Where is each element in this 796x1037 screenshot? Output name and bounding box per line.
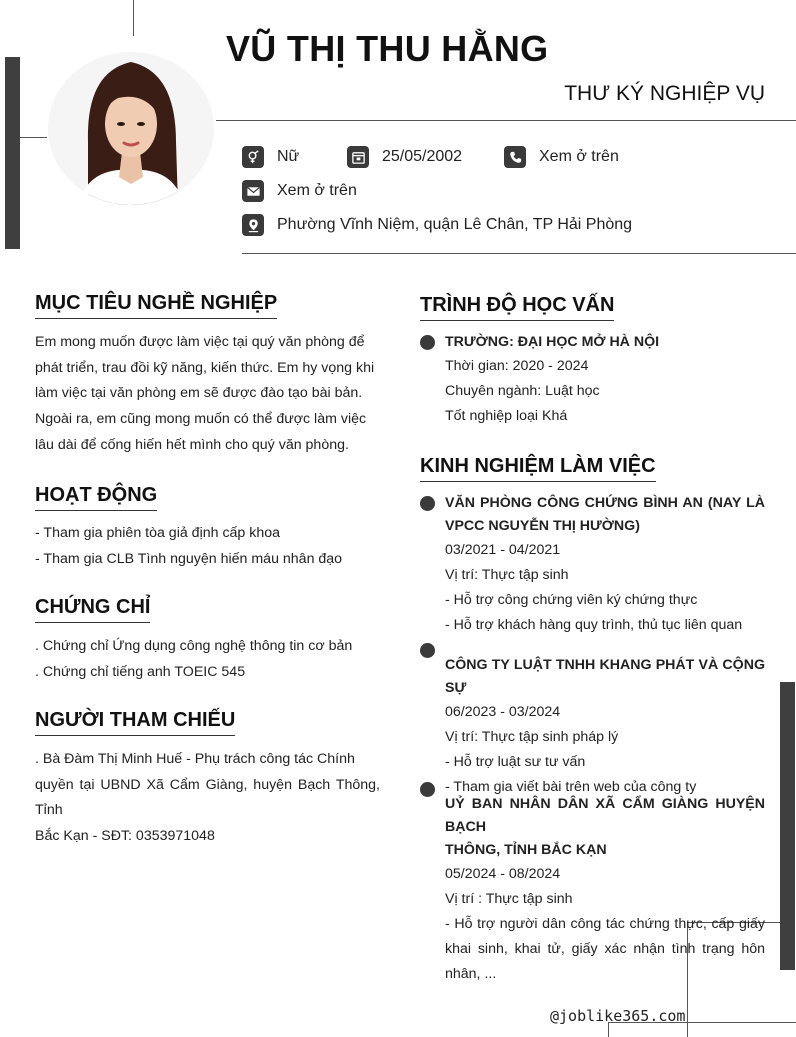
objective-text xyxy=(35,330,380,459)
email-value: Xem ở trên xyxy=(277,182,357,199)
experience-entry xyxy=(445,793,765,987)
education-title: TRÌNH ĐỘ HỌC VẤN xyxy=(420,294,614,321)
certificate-item: . Chứng chỉ tiếng anh TOEIC 545 xyxy=(35,663,246,680)
candidate-name: VŨ THỊ THU HẰNG xyxy=(226,28,549,69)
timeline-dot xyxy=(420,643,435,658)
experience-entry xyxy=(445,492,765,638)
reference-line: quyền tại UBND Xã Cẩm Giàng, huyện Bạch Thông, Tỉnh xyxy=(35,776,380,819)
company-name: VPCC NGUYỄN THỊ HƯỜNG) xyxy=(445,518,640,534)
email-icon xyxy=(242,180,264,202)
education-entry xyxy=(445,331,765,429)
top-vertical-rule xyxy=(133,0,134,36)
contact-gender xyxy=(242,146,299,168)
education-time: Thời gian: 2020 - 2024 xyxy=(445,358,589,374)
job-period: 05/2024 - 08/2024 xyxy=(445,866,561,882)
job-detail: khai sinh, khai tử, giấy xác nhận tình trạng hôn xyxy=(445,941,765,957)
activities-list xyxy=(35,521,380,572)
timeline-dot xyxy=(420,782,435,797)
contact-address xyxy=(242,214,632,236)
timeline-dot xyxy=(420,496,435,511)
company-name: VĂN PHÒNG CÔNG CHỨNG BÌNH AN (NAY LÀ xyxy=(445,495,765,511)
objective-line: phát triển, trau đồi kỹ năng, kiến thức. Em hy vọng khi xyxy=(35,359,375,376)
school-name: TRƯỜNG: ĐẠI HỌC MỞ HÀ NỘI xyxy=(445,334,660,350)
gender-icon xyxy=(242,146,264,168)
left-horizontal-rule xyxy=(20,137,47,138)
job-detail: Vị trí: Thực tập sinh xyxy=(445,567,569,583)
job-period: 06/2023 - 03/2024 xyxy=(445,704,561,720)
birthday-value: 25/05/2002 xyxy=(382,148,463,165)
certificates-list xyxy=(35,634,380,685)
objective-line: Ngoài ra, em cũng mong muốn có thể được làm việc xyxy=(35,411,367,428)
references-title: NGƯỜI THAM CHIẾU xyxy=(35,709,235,736)
objective-line: Em mong muốn được làm việc tại quý văn phòng để xyxy=(35,334,365,350)
company-name: THÔNG, TỈNH BẮC KẠN xyxy=(445,842,607,858)
objective-line: lâu dài để cống hiến hết mình cho quý văn phòng. xyxy=(35,436,349,453)
timeline-dot xyxy=(420,335,435,350)
certificate-item: . Chứng chỉ Ứng dụng công nghệ thông tin cơ bản xyxy=(35,638,353,654)
right-accent-bar xyxy=(780,682,795,970)
company-name: CÔNG TY LUẬT TNHH KHANG PHÁT VÀ CỘNG SỰ xyxy=(445,657,765,696)
job-detail: Vị trí : Thực tập sinh xyxy=(445,891,573,907)
job-detail: - Hỗ trợ khách hàng quy trình, thủ tục liên quan xyxy=(445,617,743,633)
contact-birthday xyxy=(347,146,462,168)
experience-title: KINH NGHIỆM LÀM VIỆC xyxy=(420,455,656,482)
phone-icon xyxy=(504,146,526,168)
reference-line: Bắc Kạn - SĐT: 0353971048 xyxy=(35,828,215,845)
company-name: UỶ BAN NHÂN DÂN XÃ CẨM GIÀNG HUYỆN BẠCH xyxy=(445,796,765,835)
certificates-title: CHỨNG CHỈ xyxy=(35,596,150,623)
job-detail: - Tham gia viết bài trên web của công ty xyxy=(445,779,697,795)
contact-phone xyxy=(504,146,619,168)
header-divider xyxy=(216,120,796,121)
reference-line: . Bà Đàm Thị Minh Huế - Phụ trách công tác Chính xyxy=(35,751,355,767)
job-detail: nhân, ... xyxy=(445,966,497,982)
contact-divider xyxy=(242,253,796,254)
watermark: @joblike365.com xyxy=(550,1007,686,1025)
activities-title: HOẠT ĐỘNG xyxy=(35,484,157,511)
education-major: Chuyên ngành: Luật học xyxy=(445,383,600,399)
address-value: Phường Vĩnh Niệm, quận Lê Chân, TP Hải Phòng xyxy=(277,216,633,233)
calendar-icon xyxy=(347,146,369,168)
references-text xyxy=(35,747,380,850)
phone-value: Xem ở trên xyxy=(539,148,619,165)
activity-item: - Tham gia CLB Tình nguyện hiến máu nhân đạo xyxy=(35,550,343,567)
education-grade: Tốt nghiệp loại Khá xyxy=(445,408,568,424)
job-detail: Vị trí: Thực tập sinh pháp lý xyxy=(445,729,619,745)
objective-line: làm việc tại văn phòng em sẽ được đào tạo bài bản. xyxy=(35,385,363,402)
objective-title: MỤC TIÊU NGHỀ NGHIỆP xyxy=(35,292,277,319)
profile-photo xyxy=(48,52,214,205)
job-detail: - Hỗ trợ luật sư tư vấn xyxy=(445,754,586,770)
experience-entry xyxy=(445,654,765,800)
location-icon xyxy=(242,214,264,236)
job-period: 03/2021 - 04/2021 xyxy=(445,542,561,558)
activity-item: - Tham gia phiên tòa giả định cấp khoa xyxy=(35,525,281,541)
left-accent-bar xyxy=(5,57,20,249)
job-detail: - Hỗ trợ người dân công tác chứng thực, cấp giấy xyxy=(445,916,765,932)
contact-email xyxy=(242,180,357,202)
job-detail: - Hỗ trợ công chứng viên ký chứng thực xyxy=(445,592,698,608)
gender-value: Nữ xyxy=(277,148,300,165)
job-title: THƯ KÝ NGHIỆP VỤ xyxy=(564,82,765,105)
